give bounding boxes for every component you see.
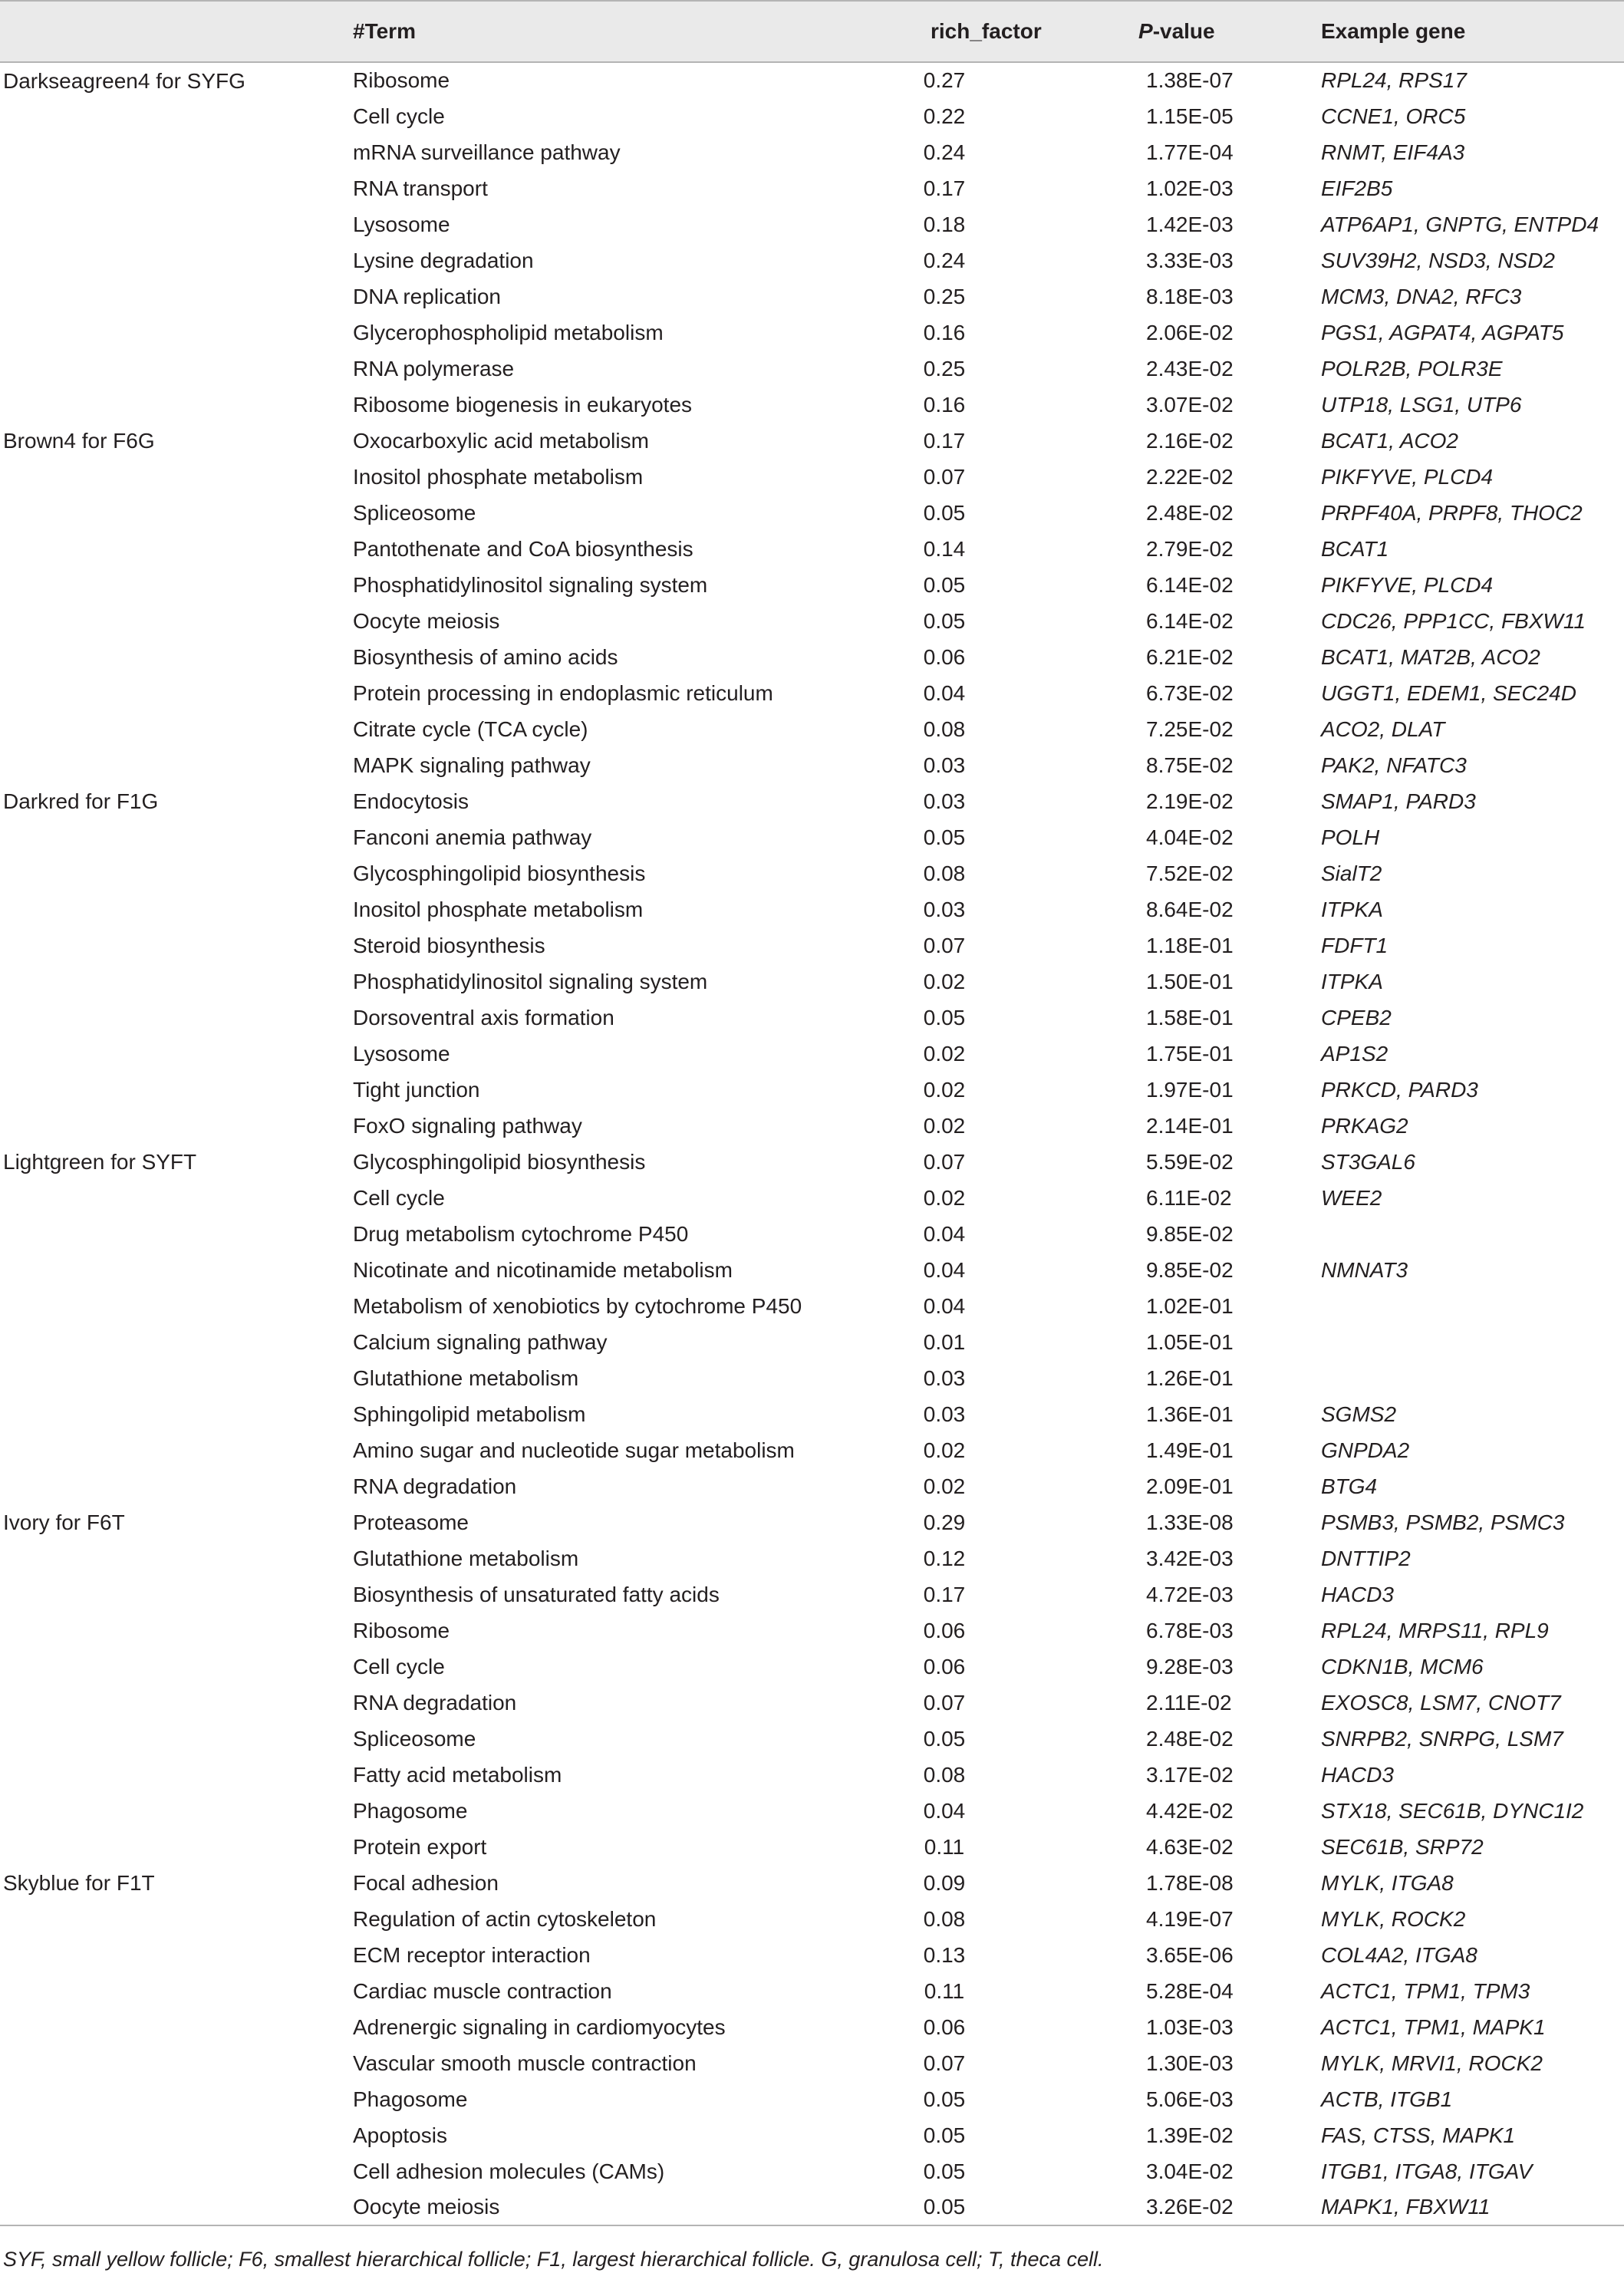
header-p-value (1092, 1, 1321, 62)
header-p-value-prefix: P (1138, 19, 1153, 43)
example-gene-cell: MYLK, MRVI1, ROCK2 (1321, 2051, 1543, 2075)
example-gene-cell: FDFT1 (1321, 933, 1388, 957)
example-gene-cell: ITPKA (1321, 969, 1383, 993)
p-value-cell: 2.11E-02 (1146, 1690, 1232, 1715)
header-term: #Term (353, 19, 416, 43)
example-gene-cell: ST3GAL6 (1321, 1149, 1415, 1174)
rich-factor-cell: 0.05 (923, 2195, 966, 2219)
example-gene-cell: BCAT1, MAT2B, ACO2 (1321, 644, 1540, 669)
p-value-cell: 7.52E-02 (1146, 861, 1234, 885)
rich-factor-cell: 0.13 (923, 1942, 966, 1967)
example-gene-cell: ACTC1, TPM1, MAPK1 (1321, 2014, 1546, 2039)
p-value-cell: 1.02E-03 (1146, 176, 1234, 200)
example-gene-cell: POLH (1321, 825, 1380, 849)
rich-factor-cell: 0.04 (923, 680, 966, 705)
p-value-cell: 1.30E-03 (1146, 2051, 1234, 2075)
module-group-label: Skyblue for F1T (3, 1871, 155, 1895)
rich-factor-cell: 0.12 (923, 1546, 966, 1570)
table-row (0, 423, 1624, 459)
term-cell: Inositol phosphate metabolism (353, 464, 644, 489)
p-value-cell: 4.19E-07 (1146, 1906, 1234, 1931)
p-value-cell: 2.19E-02 (1146, 789, 1234, 813)
example-gene-cell: CDC26, PPP1CC, FBXW11 (1321, 608, 1586, 633)
term-cell: Phosphatidylinositol signaling system (353, 969, 708, 993)
example-gene-cell: PRKCD, PARD3 (1321, 1077, 1478, 1102)
p-value-cell: 1.42E-03 (1146, 212, 1234, 236)
term-cell: Phosphatidylinositol signaling system (353, 572, 708, 597)
term-cell: Oocyte meiosis (353, 2195, 500, 2219)
header-example-gene: Example gene (1321, 19, 1466, 43)
example-gene-cell: SNRPB2, SNRPG, LSM7 (1321, 1726, 1563, 1751)
term-cell: Inositol phosphate metabolism (353, 897, 644, 921)
example-gene-cell: HACD3 (1321, 1762, 1394, 1787)
term-cell: Cell adhesion molecules (CAMs) (353, 2159, 665, 2183)
term-cell: Protein processing in endoplasmic reticulum (353, 680, 773, 705)
term-cell: Glutathione metabolism (353, 1365, 579, 1390)
rich-factor-cell: 0.05 (923, 2087, 966, 2111)
term-cell: Lysosome (353, 212, 450, 236)
p-value-cell: 1.78E-08 (1146, 1870, 1234, 1895)
term-cell: Glutathione metabolism (353, 1546, 579, 1570)
p-value-cell: 1.26E-01 (1146, 1365, 1234, 1390)
module-group-label: Ivory for F6T (3, 1510, 125, 1534)
header-group (0, 1, 351, 62)
term-cell: Ribosome biogenesis in eukaryotes (353, 392, 693, 417)
example-gene-cell: ACO2, DLAT (1321, 716, 1445, 741)
example-gene-cell: ATP6AP1, GNPTG, ENTPD4 (1321, 212, 1599, 236)
term-cell: Tight junction (353, 1077, 480, 1102)
p-value-cell: 1.03E-03 (1146, 2014, 1234, 2039)
term-cell: Biosynthesis of unsaturated fatty acids (353, 1582, 720, 1606)
example-gene-cell: UGGT1, EDEM1, SEC24D (1321, 680, 1576, 705)
example-gene-cell: MCM3, DNA2, RFC3 (1321, 284, 1522, 308)
table-row (0, 1865, 1624, 1901)
rich-factor-cell: 0.02 (923, 1185, 966, 1210)
p-value-cell: 2.43E-02 (1146, 356, 1234, 380)
term-cell: Cell cycle (353, 1654, 445, 1678)
term-cell: Glycosphingolipid biosynthesis (353, 861, 646, 885)
p-value-cell: 4.04E-02 (1146, 825, 1234, 849)
rich-factor-cell: 0.05 (923, 572, 966, 597)
term-cell: Glycerophospholipid metabolism (353, 320, 664, 344)
term-cell: Spliceosome (353, 500, 476, 525)
term-cell: Regulation of actin cytoskeleton (353, 1906, 657, 1931)
p-value-cell: 2.48E-02 (1146, 500, 1234, 525)
term-cell: Biosynthesis of amino acids (353, 644, 618, 669)
rich-factor-cell: 0.25 (923, 356, 966, 380)
term-cell: Cell cycle (353, 104, 445, 128)
example-gene-cell: RPL24, MRPS11, RPL9 (1321, 1618, 1549, 1642)
table-row (0, 1144, 1624, 1180)
rich-factor-cell: 0.08 (923, 1762, 966, 1787)
p-value-cell: 6.78E-03 (1146, 1618, 1234, 1642)
term-cell: Ribosome (353, 1618, 450, 1642)
term-cell: Spliceosome (353, 1726, 476, 1751)
example-gene-cell: PRKAG2 (1321, 1113, 1408, 1138)
example-gene-cell: ITPKA (1321, 897, 1383, 921)
rich-factor-cell: 0.03 (923, 789, 966, 813)
p-value-cell: 5.28E-04 (1146, 1978, 1234, 2003)
example-gene-cell: HACD3 (1321, 1582, 1394, 1606)
rich-factor-cell: 0.05 (923, 500, 966, 525)
p-value-cell: 1.49E-01 (1146, 1438, 1234, 1462)
example-gene-cell: RNMT, EIF4A3 (1321, 140, 1465, 164)
term-cell: RNA transport (353, 176, 488, 200)
term-cell: Protein export (353, 1834, 487, 1859)
p-value-cell: 1.39E-02 (1146, 2123, 1234, 2147)
term-cell: Steroid biosynthesis (353, 933, 545, 957)
p-value-cell: 1.18E-01 (1146, 933, 1234, 957)
rich-factor-cell: 0.07 (923, 1690, 966, 1715)
p-value-cell: 7.25E-02 (1146, 716, 1234, 741)
rich-factor-cell: 0.07 (923, 464, 966, 489)
p-value-cell: 4.63E-02 (1146, 1834, 1234, 1859)
example-gene-cell: MYLK, ROCK2 (1321, 1906, 1466, 1931)
example-gene-cell: NMNAT3 (1321, 1257, 1408, 1282)
example-gene-cell: ACTB, ITGB1 (1321, 2087, 1453, 2111)
rich-factor-cell: 0.02 (923, 969, 966, 993)
term-cell: RNA degradation (353, 1474, 517, 1498)
p-value-cell: 3.42E-03 (1146, 1546, 1234, 1570)
p-value-cell: 1.77E-04 (1146, 140, 1234, 164)
p-value-cell: 4.42E-02 (1146, 1798, 1234, 1823)
term-cell: Nicotinate and nicotinamide metabolism (353, 1257, 733, 1282)
p-value-cell: 2.79E-02 (1146, 536, 1234, 561)
term-cell: Lysosome (353, 1041, 450, 1066)
rich-factor-cell: 0.07 (923, 1149, 966, 1174)
rich-factor-cell: 0.05 (923, 608, 966, 633)
rich-factor-cell: 0.03 (923, 1402, 966, 1426)
rich-factor-cell: 0.05 (923, 1726, 966, 1751)
rich-factor-cell: 0.02 (923, 1438, 966, 1462)
rich-factor-cell: 0.11 (924, 1834, 965, 1859)
p-value-cell: 3.26E-02 (1146, 2195, 1234, 2219)
p-value-cell: 9.85E-02 (1146, 1257, 1234, 1282)
example-gene-cell (1321, 1288, 1624, 1324)
term-cell: Focal adhesion (353, 1870, 499, 1895)
module-group-label: Darkred for F1G (3, 789, 159, 813)
example-gene-cell: SEC61B, SRP72 (1321, 1834, 1484, 1859)
p-value-cell: 2.14E-01 (1146, 1113, 1234, 1138)
rich-factor-cell: 0.02 (923, 1474, 966, 1498)
p-value-cell: 1.75E-01 (1146, 1041, 1234, 1066)
example-gene-cell: ACTC1, TPM1, TPM3 (1321, 1978, 1530, 2003)
term-cell: Amino sugar and nucleotide sugar metabolism (353, 1438, 795, 1462)
rich-factor-cell: 0.24 (923, 140, 966, 164)
term-cell: Metabolism of xenobiotics by cytochrome P450 (353, 1293, 802, 1318)
term-cell: Cell cycle (353, 1185, 445, 1210)
rich-factor-cell: 0.02 (923, 1041, 966, 1066)
example-gene-cell: PAK2, NFATC3 (1321, 753, 1467, 777)
example-gene-cell: MYLK, ITGA8 (1321, 1870, 1454, 1895)
module-group-label: Darkseagreen4 for SYFG (3, 69, 245, 93)
example-gene-cell: CCNE1, ORC5 (1321, 104, 1466, 128)
example-gene-cell: CPEB2 (1321, 1005, 1392, 1029)
p-value-cell: 1.36E-01 (1146, 1402, 1234, 1426)
term-cell: Adrenergic signaling in cardiomyocytes (353, 2014, 726, 2039)
term-cell: mRNA surveillance pathway (353, 140, 621, 164)
p-value-cell: 1.97E-01 (1146, 1077, 1234, 1102)
example-gene-cell: EXOSC8, LSM7, CNOT7 (1321, 1690, 1561, 1715)
example-gene-cell: DNTTIP2 (1321, 1546, 1411, 1570)
term-cell: Vascular smooth muscle contraction (353, 2051, 697, 2075)
example-gene-cell: UTP18, LSG1, UTP6 (1321, 392, 1522, 417)
rich-factor-cell: 0.17 (923, 176, 966, 200)
example-gene-cell: BCAT1, ACO2 (1321, 428, 1458, 453)
example-gene-cell: PGS1, AGPAT4, AGPAT5 (1321, 320, 1564, 344)
rich-factor-cell: 0.05 (923, 825, 966, 849)
term-cell: Proteasome (353, 1510, 469, 1534)
rich-factor-cell: 0.29 (923, 1510, 966, 1534)
example-gene-cell: PIKFYVE, PLCD4 (1321, 464, 1494, 489)
rich-factor-cell: 0.02 (923, 1077, 966, 1102)
rich-factor-cell: 0.17 (923, 1582, 966, 1606)
example-gene-cell: MAPK1, FBXW11 (1321, 2195, 1491, 2219)
example-gene-cell: BCAT1 (1321, 536, 1389, 561)
example-gene-cell: POLR2B, POLR3E (1321, 356, 1503, 380)
p-value-cell: 6.14E-02 (1146, 608, 1234, 633)
rich-factor-cell: 0.06 (923, 644, 966, 669)
term-cell: Oocyte meiosis (353, 608, 500, 633)
p-value-cell: 3.17E-02 (1146, 1762, 1234, 1787)
p-value-cell: 8.18E-03 (1146, 284, 1234, 308)
p-value-cell: 1.50E-01 (1146, 969, 1234, 993)
rich-factor-cell: 0.18 (923, 212, 966, 236)
rich-factor-cell: 0.09 (923, 1870, 966, 1895)
term-cell: Endocytosis (353, 789, 469, 813)
example-gene-cell: SMAP1, PARD3 (1321, 789, 1476, 813)
rich-factor-cell: 0.04 (923, 1798, 966, 1823)
rich-factor-cell: 0.01 (923, 1329, 966, 1354)
rich-factor-cell: 0.05 (923, 1005, 966, 1029)
header-p-value-suffix: -value (1152, 19, 1215, 43)
rich-factor-cell: 0.27 (923, 68, 966, 92)
rich-factor-cell: 0.06 (923, 2014, 966, 2039)
example-gene-cell: FAS, CTSS, MAPK1 (1321, 2123, 1516, 2147)
rich-factor-cell: 0.05 (923, 2123, 966, 2147)
p-value-cell: 1.05E-01 (1146, 1329, 1234, 1354)
p-value-cell: 5.59E-02 (1146, 1149, 1234, 1174)
table-body (0, 62, 1624, 2225)
term-cell: Pantothenate and CoA biosynthesis (353, 536, 693, 561)
rich-factor-cell: 0.16 (923, 392, 966, 417)
example-gene-cell: BTG4 (1321, 1474, 1378, 1498)
example-gene-cell: ITGB1, ITGA8, ITGAV (1321, 2159, 1533, 2183)
header-rich-factor: rich_factor (931, 19, 1042, 43)
term-cell: Glycosphingolipid biosynthesis (353, 1149, 646, 1174)
term-cell: RNA polymerase (353, 356, 515, 380)
example-gene-cell: COL4A2, ITGA8 (1321, 1942, 1477, 1967)
term-cell: Oxocarboxylic acid metabolism (353, 428, 649, 453)
example-gene-cell: SGMS2 (1321, 1402, 1397, 1426)
example-gene-cell: PRPF40A, PRPF8, THOC2 (1321, 500, 1583, 525)
p-value-cell: 6.14E-02 (1146, 572, 1234, 597)
p-value-cell: 9.85E-02 (1146, 1221, 1234, 1246)
example-gene-cell: SialT2 (1321, 861, 1382, 885)
term-cell: Sphingolipid metabolism (353, 1402, 586, 1426)
p-value-cell: 1.02E-01 (1146, 1293, 1234, 1318)
module-group-label: Lightgreen for SYFT (3, 1150, 197, 1174)
term-cell: Calcium signaling pathway (353, 1329, 608, 1354)
term-cell: Apoptosis (353, 2123, 447, 2147)
rich-factor-cell: 0.06 (923, 1654, 966, 1678)
p-value-cell: 8.75E-02 (1146, 753, 1234, 777)
example-gene-cell: EIF2B5 (1321, 176, 1393, 200)
example-gene-cell (1321, 1324, 1624, 1360)
rich-factor-cell: 0.08 (923, 861, 966, 885)
term-cell: Cardiac muscle contraction (353, 1978, 612, 2003)
rich-factor-cell: 0.08 (923, 1906, 966, 1931)
example-gene-cell: CDKN1B, MCM6 (1321, 1654, 1484, 1678)
p-value-cell: 1.38E-07 (1146, 68, 1234, 92)
module-group-label: Brown4 for F6G (3, 429, 155, 453)
p-value-cell: 3.33E-03 (1146, 248, 1234, 272)
p-value-cell: 2.16E-02 (1146, 428, 1234, 453)
p-value-cell: 1.33E-08 (1146, 1510, 1234, 1534)
p-value-cell: 4.72E-03 (1146, 1582, 1234, 1606)
term-cell: Phagosome (353, 2087, 468, 2111)
table-header-row (0, 1, 1624, 62)
rich-factor-cell: 0.02 (923, 1113, 966, 1138)
term-cell: Lysine degradation (353, 248, 534, 272)
table-row (0, 1504, 1624, 1540)
p-value-cell: 9.28E-03 (1146, 1654, 1234, 1678)
p-value-cell: 8.64E-02 (1146, 897, 1234, 921)
rich-factor-cell: 0.22 (923, 104, 966, 128)
term-cell: FoxO signaling pathway (353, 1113, 582, 1138)
example-gene-cell: AP1S2 (1321, 1041, 1388, 1066)
rich-factor-cell: 0.07 (923, 933, 966, 957)
rich-factor-cell: 0.08 (923, 716, 966, 741)
table-row (0, 62, 1624, 98)
table-footnote: SYF, small yellow follicle; F6, smallest hierarchical follicle; F1, largest hierarchical follicle. G, granulosa cell; T, theca cell. (3, 2248, 1104, 2271)
term-cell: Citrate cycle (TCA cycle) (353, 716, 588, 741)
term-cell: Ribosome (353, 68, 450, 92)
term-cell: Drug metabolism cytochrome P450 (353, 1221, 689, 1246)
rich-factor-cell: 0.03 (923, 897, 966, 921)
rich-factor-cell: 0.04 (923, 1293, 966, 1318)
table-row (0, 783, 1624, 819)
rich-factor-cell: 0.11 (924, 1978, 965, 2003)
example-gene-cell: RPL24, RPS17 (1321, 68, 1467, 92)
p-value-cell: 1.15E-05 (1146, 104, 1234, 128)
rich-factor-cell: 0.05 (923, 2159, 966, 2183)
p-value-cell: 6.11E-02 (1146, 1185, 1232, 1210)
p-value-cell: 2.06E-02 (1146, 320, 1234, 344)
rich-factor-cell: 0.14 (923, 536, 966, 561)
term-cell: ECM receptor interaction (353, 1942, 591, 1967)
rich-factor-cell: 0.06 (923, 1618, 966, 1642)
term-cell: Dorsoventral axis formation (353, 1005, 614, 1029)
example-gene-cell (1321, 1216, 1624, 1252)
p-value-cell: 6.73E-02 (1146, 680, 1234, 705)
term-cell: DNA replication (353, 284, 501, 308)
example-gene-cell: WEE2 (1321, 1185, 1382, 1210)
example-gene-cell: PIKFYVE, PLCD4 (1321, 572, 1494, 597)
p-value-cell: 5.06E-03 (1146, 2087, 1234, 2111)
example-gene-cell (1321, 1360, 1624, 1396)
p-value-cell: 6.21E-02 (1146, 644, 1234, 669)
rich-factor-cell: 0.03 (923, 1365, 966, 1390)
term-cell: Phagosome (353, 1798, 468, 1823)
example-gene-cell: SUV39H2, NSD3, NSD2 (1321, 248, 1556, 272)
term-cell: Fatty acid metabolism (353, 1762, 562, 1787)
p-value-cell: 3.07E-02 (1146, 392, 1234, 417)
p-value-cell: 2.09E-01 (1146, 1474, 1234, 1498)
p-value-cell: 1.58E-01 (1146, 1005, 1234, 1029)
p-value-cell: 3.04E-02 (1146, 2159, 1234, 2183)
rich-factor-cell: 0.24 (923, 248, 966, 272)
rich-factor-cell: 0.03 (923, 753, 966, 777)
example-gene-cell: GNPDA2 (1321, 1438, 1410, 1462)
rich-factor-cell: 0.16 (923, 320, 966, 344)
term-cell: Fanconi anemia pathway (353, 825, 592, 849)
rich-factor-cell: 0.04 (923, 1257, 966, 1282)
rich-factor-cell: 0.07 (923, 2051, 966, 2075)
rich-factor-cell: 0.17 (923, 428, 966, 453)
p-value-cell: 2.22E-02 (1146, 464, 1234, 489)
p-value-cell: 2.48E-02 (1146, 1726, 1234, 1751)
example-gene-cell: PSMB3, PSMB2, PSMC3 (1321, 1510, 1565, 1534)
p-value-cell: 3.65E-06 (1146, 1942, 1234, 1967)
rich-factor-cell: 0.25 (923, 284, 966, 308)
example-gene-cell: STX18, SEC61B, DYNC1I2 (1321, 1798, 1584, 1823)
term-cell: MAPK signaling pathway (353, 753, 591, 777)
term-cell: RNA degradation (353, 1690, 517, 1715)
rich-factor-cell: 0.04 (923, 1221, 966, 1246)
